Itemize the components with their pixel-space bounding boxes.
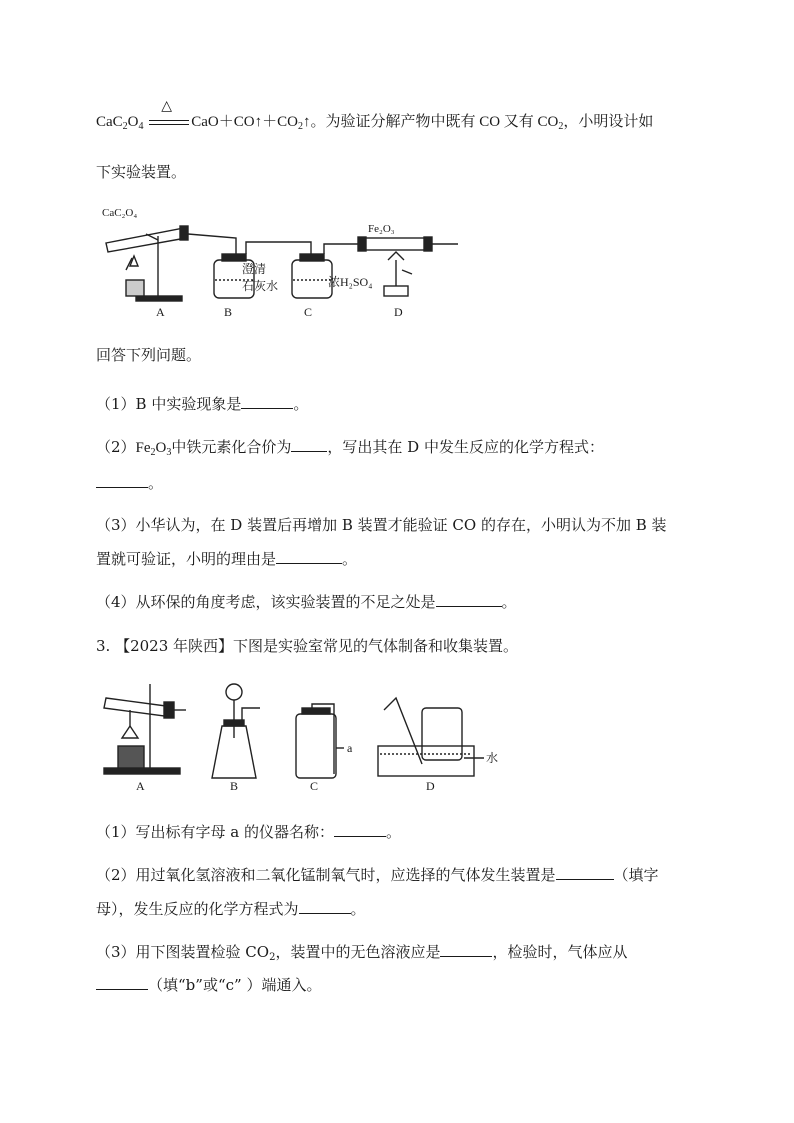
fig2-label-d: D [426,779,435,793]
p1-text: （1）写出标有字母 a 的仪器名称： [96,823,335,841]
answer-blank[interactable] [241,394,293,409]
q2-o: O [155,440,167,456]
question-1 [96,394,308,414]
p3-text-d: （填“b”或“c” ）端通入。 [148,976,322,994]
p2-text-c: 母），发生反应的化学方程式为 [96,900,299,918]
question-3-line2 [96,549,357,569]
q3-end: 。 [342,550,358,568]
eq-reactant: CaC [96,114,123,130]
question-2-cont [96,473,163,493]
question-4 [96,592,517,612]
question-3-line1: （3）小华认为，在 D 装置后再增加 B 装置才能验证 CO 的存在，小明认为不加 B 装 [96,516,667,534]
fig1-label-a: A [156,305,165,319]
p2-text: （2）用过氧化氢溶液和二氧化锰制氧气时，应选择的气体发生装置是 [96,866,556,884]
eq-sub: 2 [558,121,564,132]
eq-sub: 4 [138,121,144,132]
answer-blank[interactable] [276,549,342,564]
fig2-label-a: A [136,779,145,793]
eq-products: CaO＋CO↑＋CO [191,114,298,130]
fig2-mark-a: a [347,741,353,755]
label-b-text2: 石灰水 [242,279,279,293]
heat-condition-sign [149,98,189,129]
q2-sub: 3 [166,447,172,458]
fig2-water: 水 [486,751,499,765]
heat-symbol: △ [161,98,173,114]
p3-text: （3）用下图装置检验 CO [96,943,270,961]
answer-blank[interactable] [299,899,351,914]
label-b-text1: 澄清 [242,262,267,276]
eq-products-text: ↑。为验证分解产物中既有 CO 又有 CO [302,114,559,130]
answer-blank[interactable] [334,822,386,837]
apparatus-figure-2 [100,678,510,796]
p3-sub: 2 [269,952,276,963]
question-2 [96,437,604,458]
label-cac2o4: CaC₂O₄ [102,207,138,219]
answer-blank[interactable] [440,942,492,957]
apparatus-figure-1 [96,198,466,320]
p3-question-2-line1 [96,865,659,885]
q1-end: 。 [293,395,309,413]
eq-sub: 2 [297,121,303,132]
q2-text: 中铁元素化合价为 [171,438,292,456]
p3-question-2-line2 [96,899,366,919]
eq-tail: ，小明设计如 [563,114,654,130]
answer-blank[interactable] [436,592,502,607]
q4-text: （4）从环保的角度考虑，该实验装置的不足之处是 [96,593,436,611]
p3-question-3-line2 [96,975,321,995]
p3-text-c: ，检验时，气体应从 [492,943,628,961]
q2-sub: 2 [150,447,156,458]
p2-text-b: （填字 [613,866,659,884]
q2-prefix: （2） [96,438,136,456]
label-fe2o3: Fe₂O₃ [368,223,395,235]
q1-text: （1）B 中实验现象是 [96,395,242,413]
eq-o: O [127,114,139,130]
p1-end: 。 [386,823,402,841]
equation-line [96,98,654,132]
line-2: 下实验装置。 [96,163,187,181]
p3-text-b: ，装置中的无色溶液应是 [275,943,441,961]
label-c-text: 浓H₂SO₄ [328,275,373,289]
q4-end: 。 [501,593,517,611]
answer-blank[interactable] [96,473,148,488]
answer-blank[interactable] [96,975,148,990]
answer-blank[interactable] [556,865,614,880]
intro-line: 回答下列问题。 [96,346,202,364]
fig1-label-c: C [304,305,313,319]
p2-end: 。 [350,900,366,918]
fig2-label-c: C [310,779,319,793]
eq-sub: 2 [122,121,128,132]
q2-end: 。 [148,474,164,492]
answer-blank[interactable] [291,437,327,452]
fig1-label-b: B [224,305,233,319]
fig1-label-d: D [394,305,403,319]
fig2-label-b: B [230,779,239,793]
p3-question-3-line1 [96,942,628,962]
p3-question-1 [96,822,401,842]
q3-text: 置就可验证，小明的理由是 [96,550,277,568]
problem-3-title: 3. 【2023 年陕西】下图是实验室常见的气体制备和收集装置。 [96,637,519,655]
q2-fe: Fe [135,440,151,456]
q2-text2: ，写出其在 D 中发生反应的化学方程式： [327,438,604,456]
